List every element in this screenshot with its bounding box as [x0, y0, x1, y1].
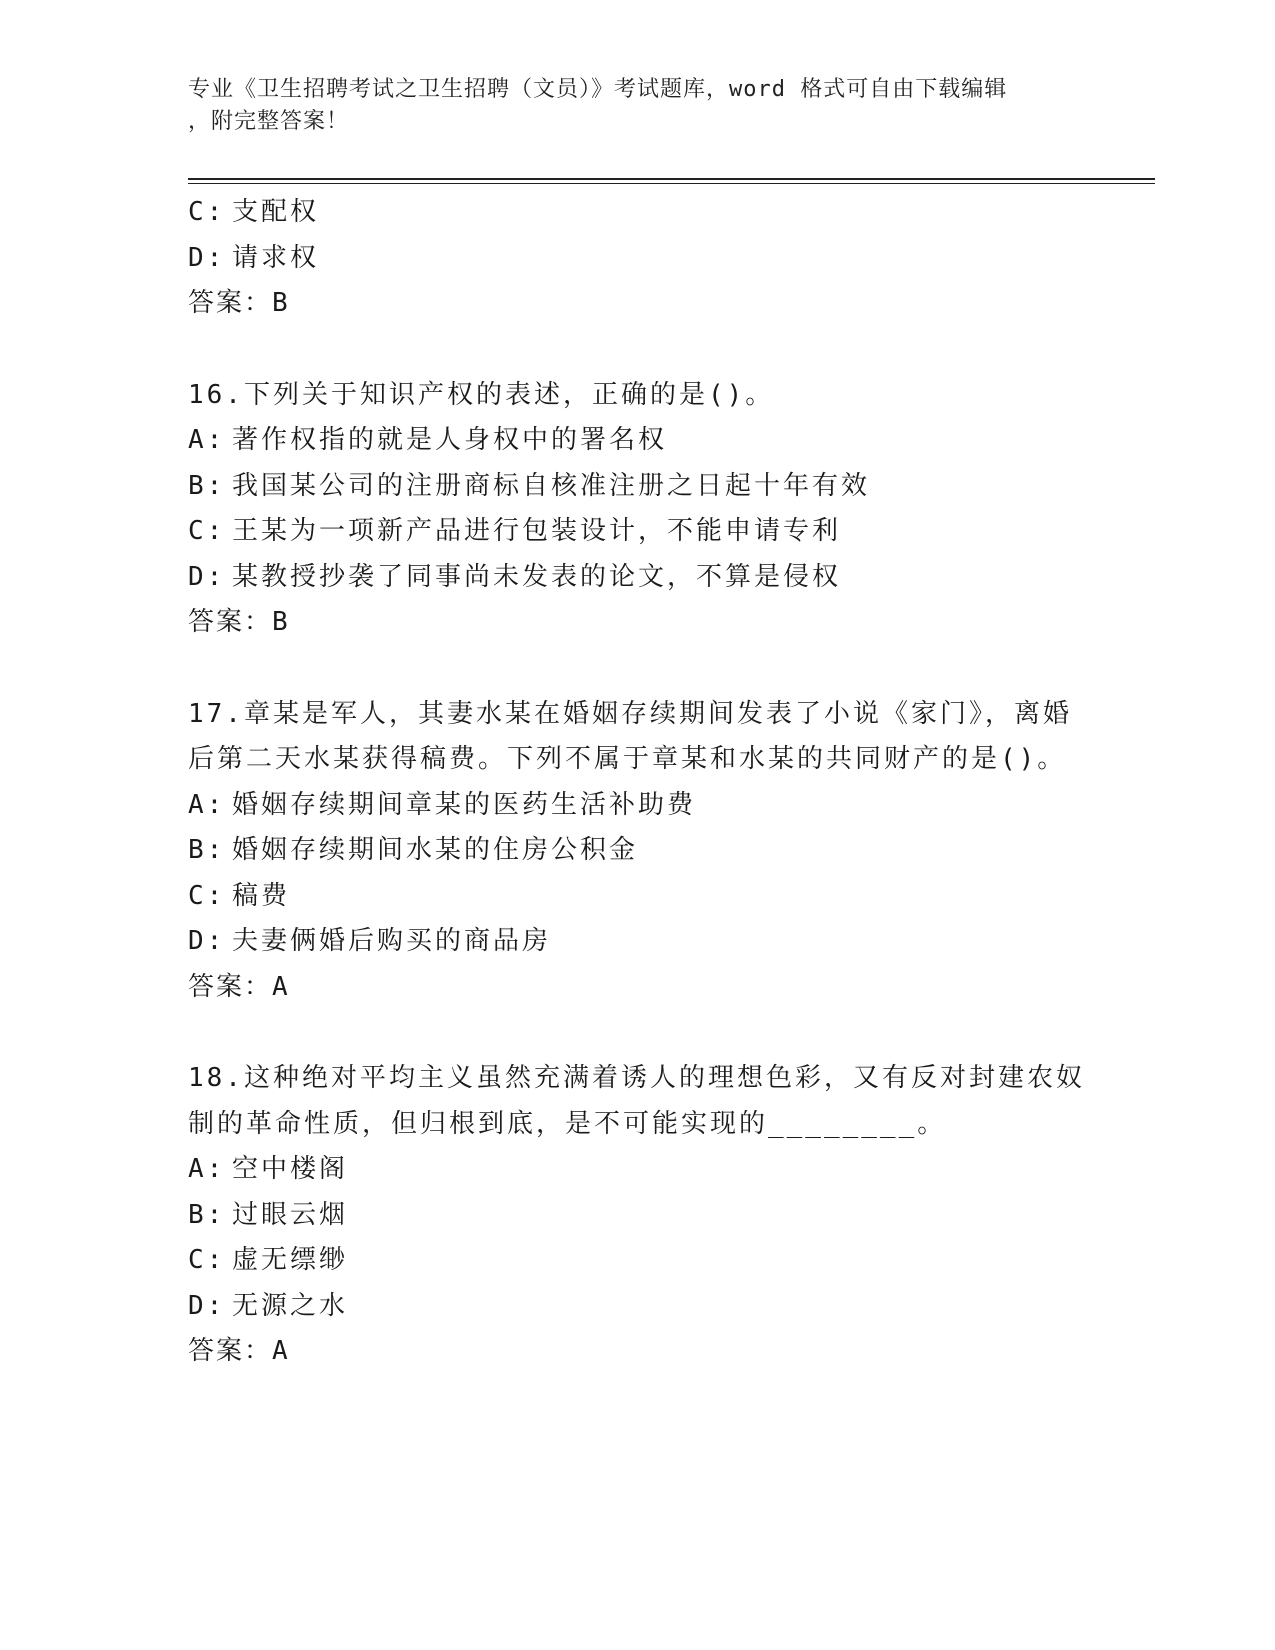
- option-key: D:: [188, 1290, 226, 1321]
- answer-line: 答案：B: [188, 288, 290, 318]
- option-text: 无源之水: [232, 1290, 349, 1321]
- header-divider-thin: [188, 183, 1155, 184]
- header-divider-thick: [188, 178, 1155, 180]
- option-b: [188, 828, 1088, 874]
- option-text: 婚姻存续期间水某的住房公积金: [232, 835, 639, 865]
- answer-line: 答案：B: [188, 607, 290, 637]
- option-text: 夫妻俩婚后购买的商品房: [232, 926, 552, 956]
- question-stem-line: 制的革命性质，但归根到底，是不可能实现的________。: [188, 1108, 947, 1139]
- option-text: 虚无缥缈: [232, 1245, 349, 1275]
- option-d: [188, 555, 1088, 601]
- option-d: [188, 236, 1088, 282]
- option-text: 王某为一项新产品进行包装设计，不能申请专利: [232, 516, 842, 546]
- option-key: C:: [188, 880, 226, 911]
- option-b: [188, 464, 1088, 510]
- option-text: 空中楼阁: [232, 1154, 349, 1184]
- option-key: A:: [188, 425, 226, 455]
- option-text: 请求权: [232, 242, 320, 273]
- question-18: [188, 1056, 1088, 1375]
- option-text: 婚姻存续期间章某的医药生活补助费: [232, 789, 697, 820]
- question-stem-line: 18.这种绝对平均主义虽然充满着诱人的理想色彩，又有反对封建农奴: [188, 1063, 1085, 1093]
- question-16: [188, 373, 1088, 646]
- question-stem-line: 后第二天水某获得稿费。下列不属于章某和水某的共同财产的是()。: [188, 744, 1067, 774]
- option-d: [188, 919, 1088, 965]
- option-key: D:: [188, 926, 226, 956]
- question-15-tail: [188, 190, 1088, 327]
- option-b: [188, 1193, 1088, 1239]
- header-line-1: 专业《卫生招聘考试之卫生招聘（文员）》考试题库，word 格式可自由下载编辑: [188, 77, 1008, 102]
- question-17: [188, 692, 1088, 1011]
- option-key: B:: [188, 1199, 226, 1230]
- document-header: [188, 74, 1088, 138]
- option-key: D:: [188, 242, 226, 273]
- option-d: [188, 1284, 1088, 1330]
- answer-line: 答案：A: [188, 971, 290, 1002]
- option-text: 我国某公司的注册商标自核准注册之日起十年有效: [232, 470, 871, 501]
- option-key: D:: [188, 561, 226, 592]
- option-a: [188, 783, 1088, 829]
- option-c: [188, 190, 1088, 236]
- option-key: A:: [188, 789, 226, 820]
- option-c: [188, 874, 1088, 920]
- option-a: [188, 418, 1088, 464]
- header-line-2: ，附完整答案！: [188, 109, 350, 134]
- option-key: C:: [188, 197, 226, 227]
- spacer: [188, 1010, 1088, 1056]
- option-key: B:: [188, 835, 226, 865]
- question-stem-line: 16.下列关于知识产权的表述，正确的是()。: [188, 379, 775, 410]
- question-stem-line: 17.章某是军人，其妻水某在婚姻存续期间发表了小说《家门》，离婚: [188, 698, 1072, 729]
- option-c: [188, 1238, 1088, 1284]
- option-text: 著作权指的就是人身权中的署名权: [232, 425, 668, 455]
- option-text: 稿费: [232, 880, 291, 911]
- answer-line: 答案：A: [188, 1336, 290, 1366]
- option-key: A:: [188, 1154, 226, 1184]
- option-text: 支配权: [232, 197, 320, 227]
- spacer: [188, 327, 1088, 373]
- option-key: C:: [188, 1245, 226, 1275]
- option-key: B:: [188, 470, 226, 501]
- option-text: 某教授抄袭了同事尚未发表的论文，不算是侵权: [232, 561, 842, 592]
- option-key: C:: [188, 516, 226, 546]
- option-a: [188, 1147, 1088, 1193]
- spacer: [188, 646, 1088, 692]
- option-c: [188, 509, 1088, 555]
- question-list: [188, 190, 1088, 1375]
- option-text: 过眼云烟: [232, 1199, 349, 1230]
